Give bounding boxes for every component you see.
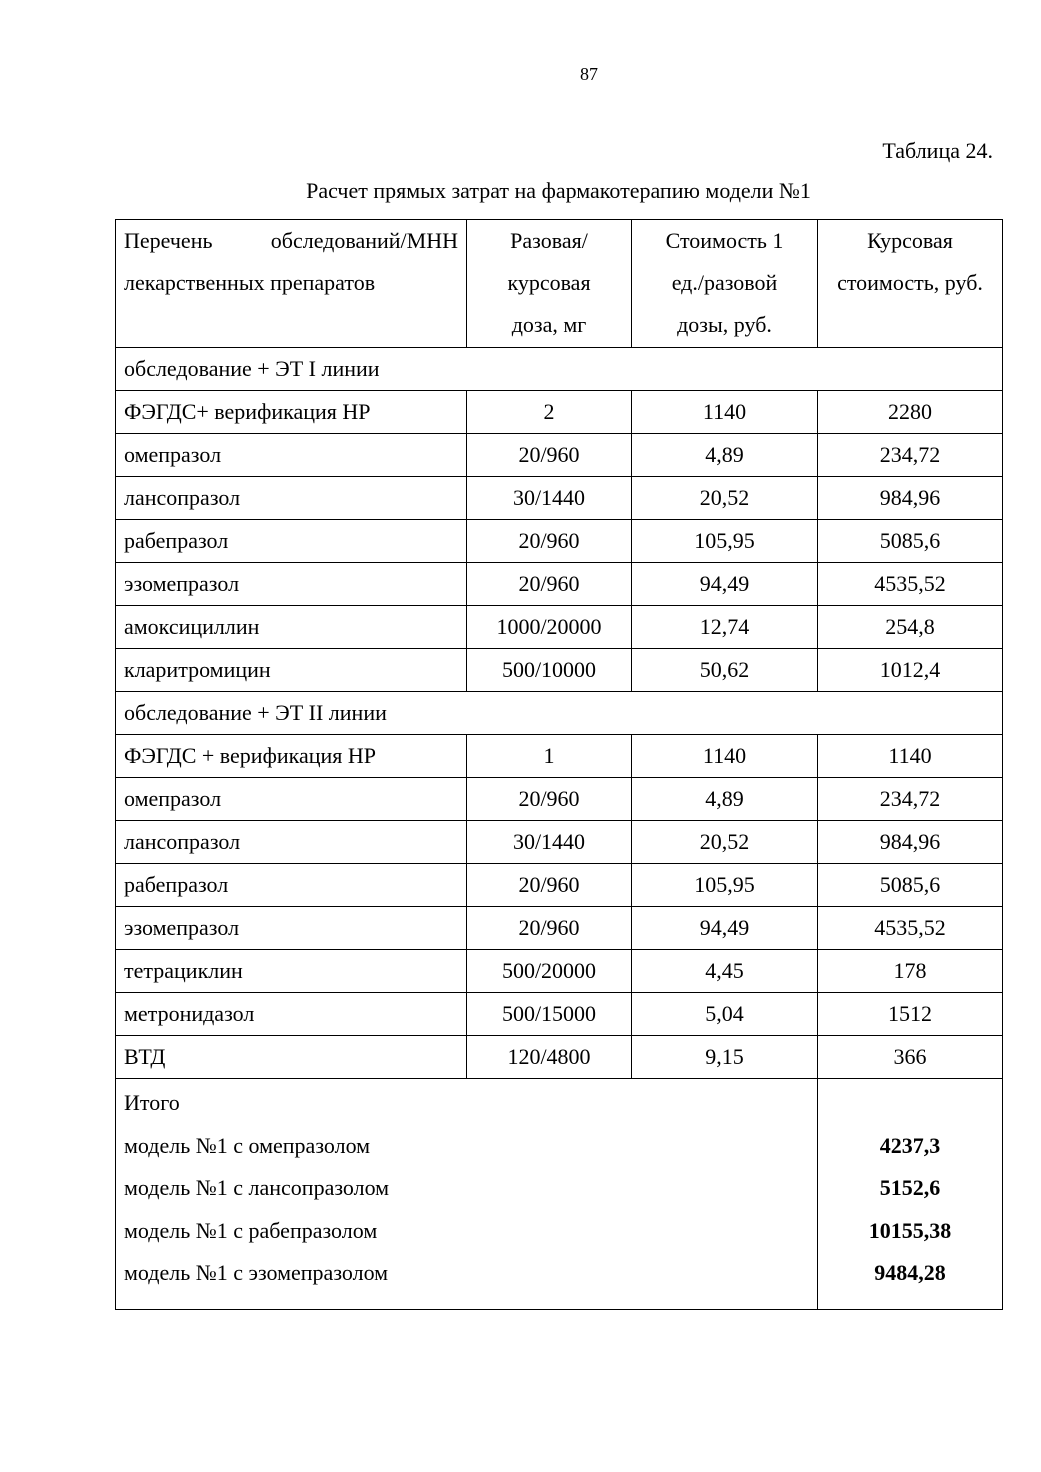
table-row: [116, 907, 1003, 950]
header-cell-course-cost: [818, 220, 1003, 348]
unit-cost-cell: 94,49: [632, 907, 818, 950]
dose-cell: 120/4800: [467, 1036, 632, 1079]
header-cell-items: [116, 220, 467, 348]
dose-cell: 20/960: [467, 778, 632, 821]
total-model-value: 5152,6: [879, 1175, 941, 1201]
item-name-cell: кларитромицин: [116, 649, 467, 692]
course-cost-cell: 1012,4: [818, 649, 1003, 692]
totals-labels-cell: [116, 1079, 818, 1310]
page-number: 87: [580, 64, 598, 84]
item-name-cell: омепразол: [116, 778, 467, 821]
unit-cost-cell: 4,45: [632, 950, 818, 993]
total-model-label: модель №1 с омепразолом: [124, 1132, 371, 1158]
header-items-line-2: лекарственных препаратов: [124, 270, 376, 295]
item-name-cell: амоксициллин: [116, 606, 467, 649]
table-row: [116, 778, 1003, 821]
unit-cost-cell: 94,49: [632, 563, 818, 606]
unit-cost-cell: 1140: [632, 391, 818, 434]
table-row: [116, 434, 1003, 477]
course-cost-cell: 5085,6: [818, 864, 1003, 907]
item-name-cell: метронидазол: [116, 993, 467, 1036]
totals-value-spacer: [826, 1082, 994, 1125]
unit-cost-cell: 50,62: [632, 649, 818, 692]
table-row: [116, 993, 1003, 1036]
total-model-label: модель №1 с рабепразолом: [124, 1217, 378, 1243]
course-cost-cell: 984,96: [818, 477, 1003, 520]
unit-cost-cell: 12,74: [632, 606, 818, 649]
course-cost-cell: 984,96: [818, 821, 1003, 864]
table-row: [116, 821, 1003, 864]
dose-cell: 20/960: [467, 907, 632, 950]
header-course-cost-line-2: стоимость, руб.: [837, 270, 983, 295]
total-model-value: 9484,28: [874, 1260, 946, 1286]
total-model-label: модель №1 с эзомепразолом: [124, 1260, 389, 1286]
dose-cell: 1000/20000: [467, 606, 632, 649]
table-row: [116, 606, 1003, 649]
course-cost-cell: 366: [818, 1036, 1003, 1079]
course-cost-cell: 1140: [818, 735, 1003, 778]
unit-cost-cell: 9,15: [632, 1036, 818, 1079]
totals-values-cell: [818, 1079, 1003, 1310]
table-row: [116, 864, 1003, 907]
dose-cell: 30/1440: [467, 477, 632, 520]
header-unit-cost-line-2: ед./разовой: [671, 270, 778, 295]
course-cost-cell: 4535,52: [818, 563, 1003, 606]
totals-label: Итого: [124, 1090, 180, 1115]
dose-cell: 2: [467, 391, 632, 434]
section-title: обследование + ЭТ I линии: [116, 348, 1003, 391]
table-number: Таблица 24.: [882, 138, 993, 163]
course-cost-cell: 1512: [818, 993, 1003, 1036]
cost-table: [115, 219, 1003, 1310]
totals-row: [116, 1079, 1003, 1310]
table-row: [116, 520, 1003, 563]
unit-cost-cell: 105,95: [632, 864, 818, 907]
course-cost-cell: 178: [818, 950, 1003, 993]
header-dose-line-1: Разовая/: [510, 228, 588, 253]
dose-cell: 500/10000: [467, 649, 632, 692]
item-name-cell: омепразол: [116, 434, 467, 477]
unit-cost-cell: 20,52: [632, 477, 818, 520]
course-cost-cell: 2280: [818, 391, 1003, 434]
table-row: [116, 477, 1003, 520]
table-row: [116, 563, 1003, 606]
table-title: Расчет прямых затрат на фармакотерапию модели №1: [306, 178, 811, 203]
section-header-row: [116, 348, 1003, 391]
table-row: [116, 950, 1003, 993]
header-unit-cost-line-3: дозы, руб.: [677, 312, 772, 337]
unit-cost-cell: 1140: [632, 735, 818, 778]
table-body: [116, 220, 1003, 1310]
dose-cell: 20/960: [467, 563, 632, 606]
unit-cost-cell: 4,89: [632, 778, 818, 821]
course-cost-cell: 254,8: [818, 606, 1003, 649]
unit-cost-cell: 5,04: [632, 993, 818, 1036]
item-name-cell: лансопразол: [116, 477, 467, 520]
item-name-cell: эзомепразол: [116, 907, 467, 950]
item-name-cell: ВТД: [116, 1036, 467, 1079]
item-name-cell: ФЭГДС + верификация НР: [116, 735, 467, 778]
dose-cell: 20/960: [467, 434, 632, 477]
total-model-value: 4237,3: [879, 1132, 941, 1158]
course-cost-cell: 5085,6: [818, 520, 1003, 563]
total-model-value: 10155,38: [868, 1217, 952, 1243]
item-name-cell: тетрациклин: [116, 950, 467, 993]
header-cell-dose: [467, 220, 632, 348]
table-row: [116, 649, 1003, 692]
dose-cell: 20/960: [467, 864, 632, 907]
unit-cost-cell: 20,52: [632, 821, 818, 864]
item-name-cell: лансопразол: [116, 821, 467, 864]
header-course-cost-line-1: Курсовая: [867, 228, 953, 253]
header-dose-line-3: доза, мг: [511, 312, 587, 337]
table-row: [116, 391, 1003, 434]
header-unit-cost-line-1: Стоимость 1: [665, 228, 784, 253]
header-cell-unit-cost: [632, 220, 818, 348]
item-name-cell: ФЭГДС+ верификация НР: [116, 391, 467, 434]
item-name-cell: рабепразол: [116, 520, 467, 563]
course-cost-cell: 234,72: [818, 434, 1003, 477]
header-dose-line-2: курсовая: [507, 270, 591, 295]
header-row: [116, 220, 1003, 348]
course-cost-cell: 4535,52: [818, 907, 1003, 950]
unit-cost-cell: 4,89: [632, 434, 818, 477]
header-items-line-1: Перечень обследований/МНН: [124, 228, 458, 253]
total-model-label: модель №1 с лансопразолом: [124, 1175, 390, 1201]
dose-cell: 1: [467, 735, 632, 778]
unit-cost-cell: 105,95: [632, 520, 818, 563]
dose-cell: 30/1440: [467, 821, 632, 864]
course-cost-cell: 234,72: [818, 778, 1003, 821]
dose-cell: 20/960: [467, 520, 632, 563]
item-name-cell: рабепразол: [116, 864, 467, 907]
section-title: обследование + ЭТ II линии: [116, 692, 1003, 735]
table-row: [116, 1036, 1003, 1079]
item-name-cell: эзомепразол: [116, 563, 467, 606]
dose-cell: 500/20000: [467, 950, 632, 993]
dose-cell: 500/15000: [467, 993, 632, 1036]
table-row: [116, 735, 1003, 778]
section-header-row: [116, 692, 1003, 735]
